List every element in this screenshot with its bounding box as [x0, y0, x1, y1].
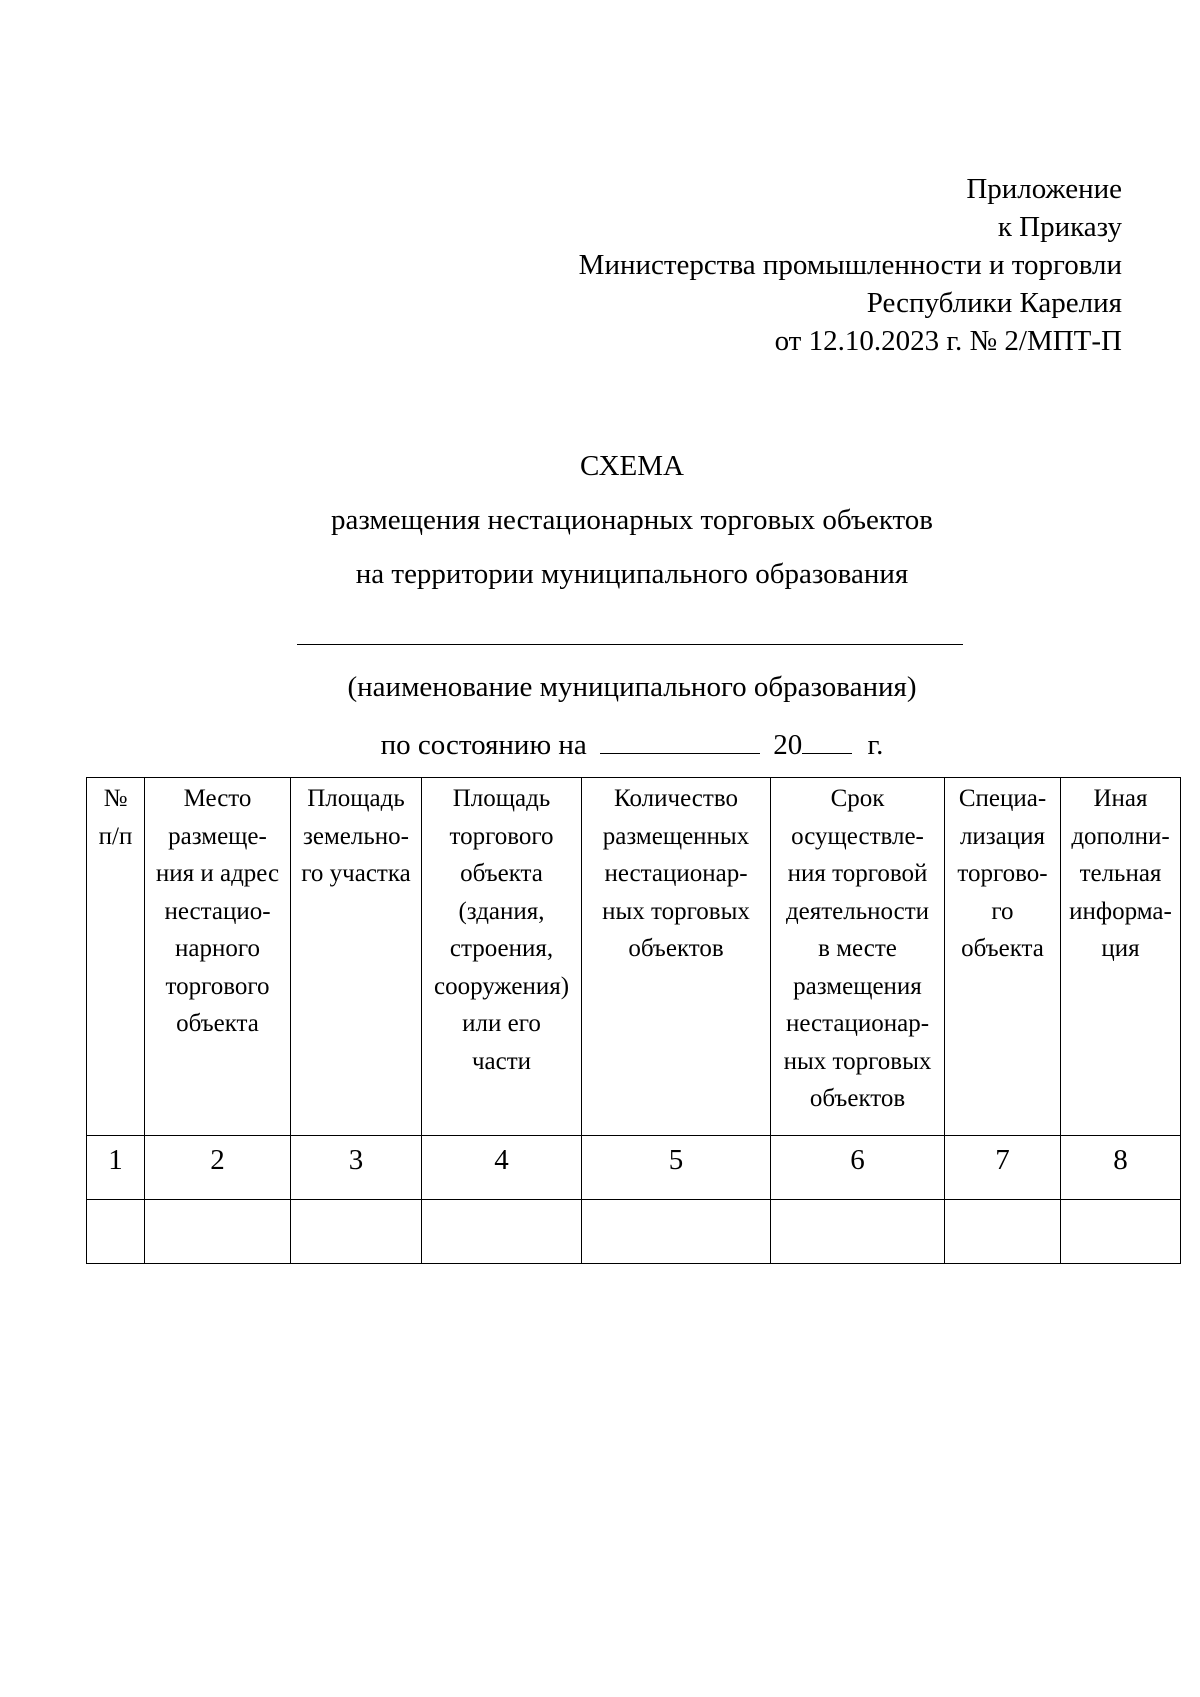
- header-cell-term: Срок осуществле- ния торговой деятельности в месте размещения нестационар- ных торговых объектов: [771, 778, 945, 1136]
- header-cell-specialization: Специа- лизация торгово- го объекта: [945, 778, 1061, 1136]
- appendix-line-4: Республики Карелия: [866, 287, 1122, 319]
- empty-cell: [945, 1200, 1061, 1264]
- header-cell-count: Количество размещенных нестационар- ных торговых объектов: [582, 778, 771, 1136]
- document-subtitle-1: размещения нестационарных торговых объектов: [330, 504, 934, 536]
- state-date-line: [0, 723, 1200, 764]
- header-cell-number: № п/п: [87, 778, 145, 1136]
- date-blank: [600, 723, 760, 754]
- column-number-cell: 4: [422, 1136, 582, 1200]
- year-blank: [802, 723, 852, 754]
- empty-cell: [145, 1200, 291, 1264]
- column-number-cell: 2: [145, 1136, 291, 1200]
- empty-cell: [291, 1200, 422, 1264]
- document-title: СХЕМА: [580, 450, 684, 482]
- year-suffix: г.: [867, 729, 884, 761]
- municipality-caption: (наименование муниципального образования): [347, 671, 917, 703]
- year-prefix: 20: [773, 729, 803, 761]
- column-number-cell: 5: [582, 1136, 771, 1200]
- column-number-cell: 6: [771, 1136, 945, 1200]
- empty-cell: [582, 1200, 771, 1264]
- appendix-block: [579, 170, 1122, 360]
- empty-cell: [422, 1200, 582, 1264]
- header-cell-object-area: Площадь торгового объекта (здания, строения, сооружения) или его части: [422, 778, 582, 1136]
- municipality-blank-line: [297, 644, 963, 645]
- appendix-line-2: к Приказу: [997, 211, 1122, 243]
- column-number-cell: 8: [1061, 1136, 1181, 1200]
- column-number-cell: 1: [87, 1136, 145, 1200]
- empty-cell: [771, 1200, 945, 1264]
- column-number-cell: 3: [291, 1136, 422, 1200]
- table-header-row: [87, 778, 1181, 1136]
- appendix-line-1: Приложение: [966, 173, 1122, 205]
- document-subtitle-2: на территории муниципального образования: [355, 558, 909, 590]
- column-number-cell: 7: [945, 1136, 1061, 1200]
- header-cell-other-info: Иная дополни- тельная информа- ция: [1061, 778, 1181, 1136]
- empty-cell: [1061, 1200, 1181, 1264]
- header-cell-location: Место размеще- ния и адрес нестацио- нарного торгового объекта: [145, 778, 291, 1136]
- schema-table: [86, 777, 1181, 1264]
- appendix-line-3: Министерства промышленности и торговли: [578, 249, 1122, 281]
- appendix-line-5: от 12.10.2023 г. № 2/МПТ-П: [774, 325, 1122, 357]
- table-empty-row: [87, 1200, 1181, 1264]
- header-cell-land-area: Площадь земельно- го участка: [291, 778, 422, 1136]
- empty-cell: [87, 1200, 145, 1264]
- table-column-number-row: [87, 1136, 1181, 1200]
- state-date-prefix: по состоянию на: [380, 729, 587, 761]
